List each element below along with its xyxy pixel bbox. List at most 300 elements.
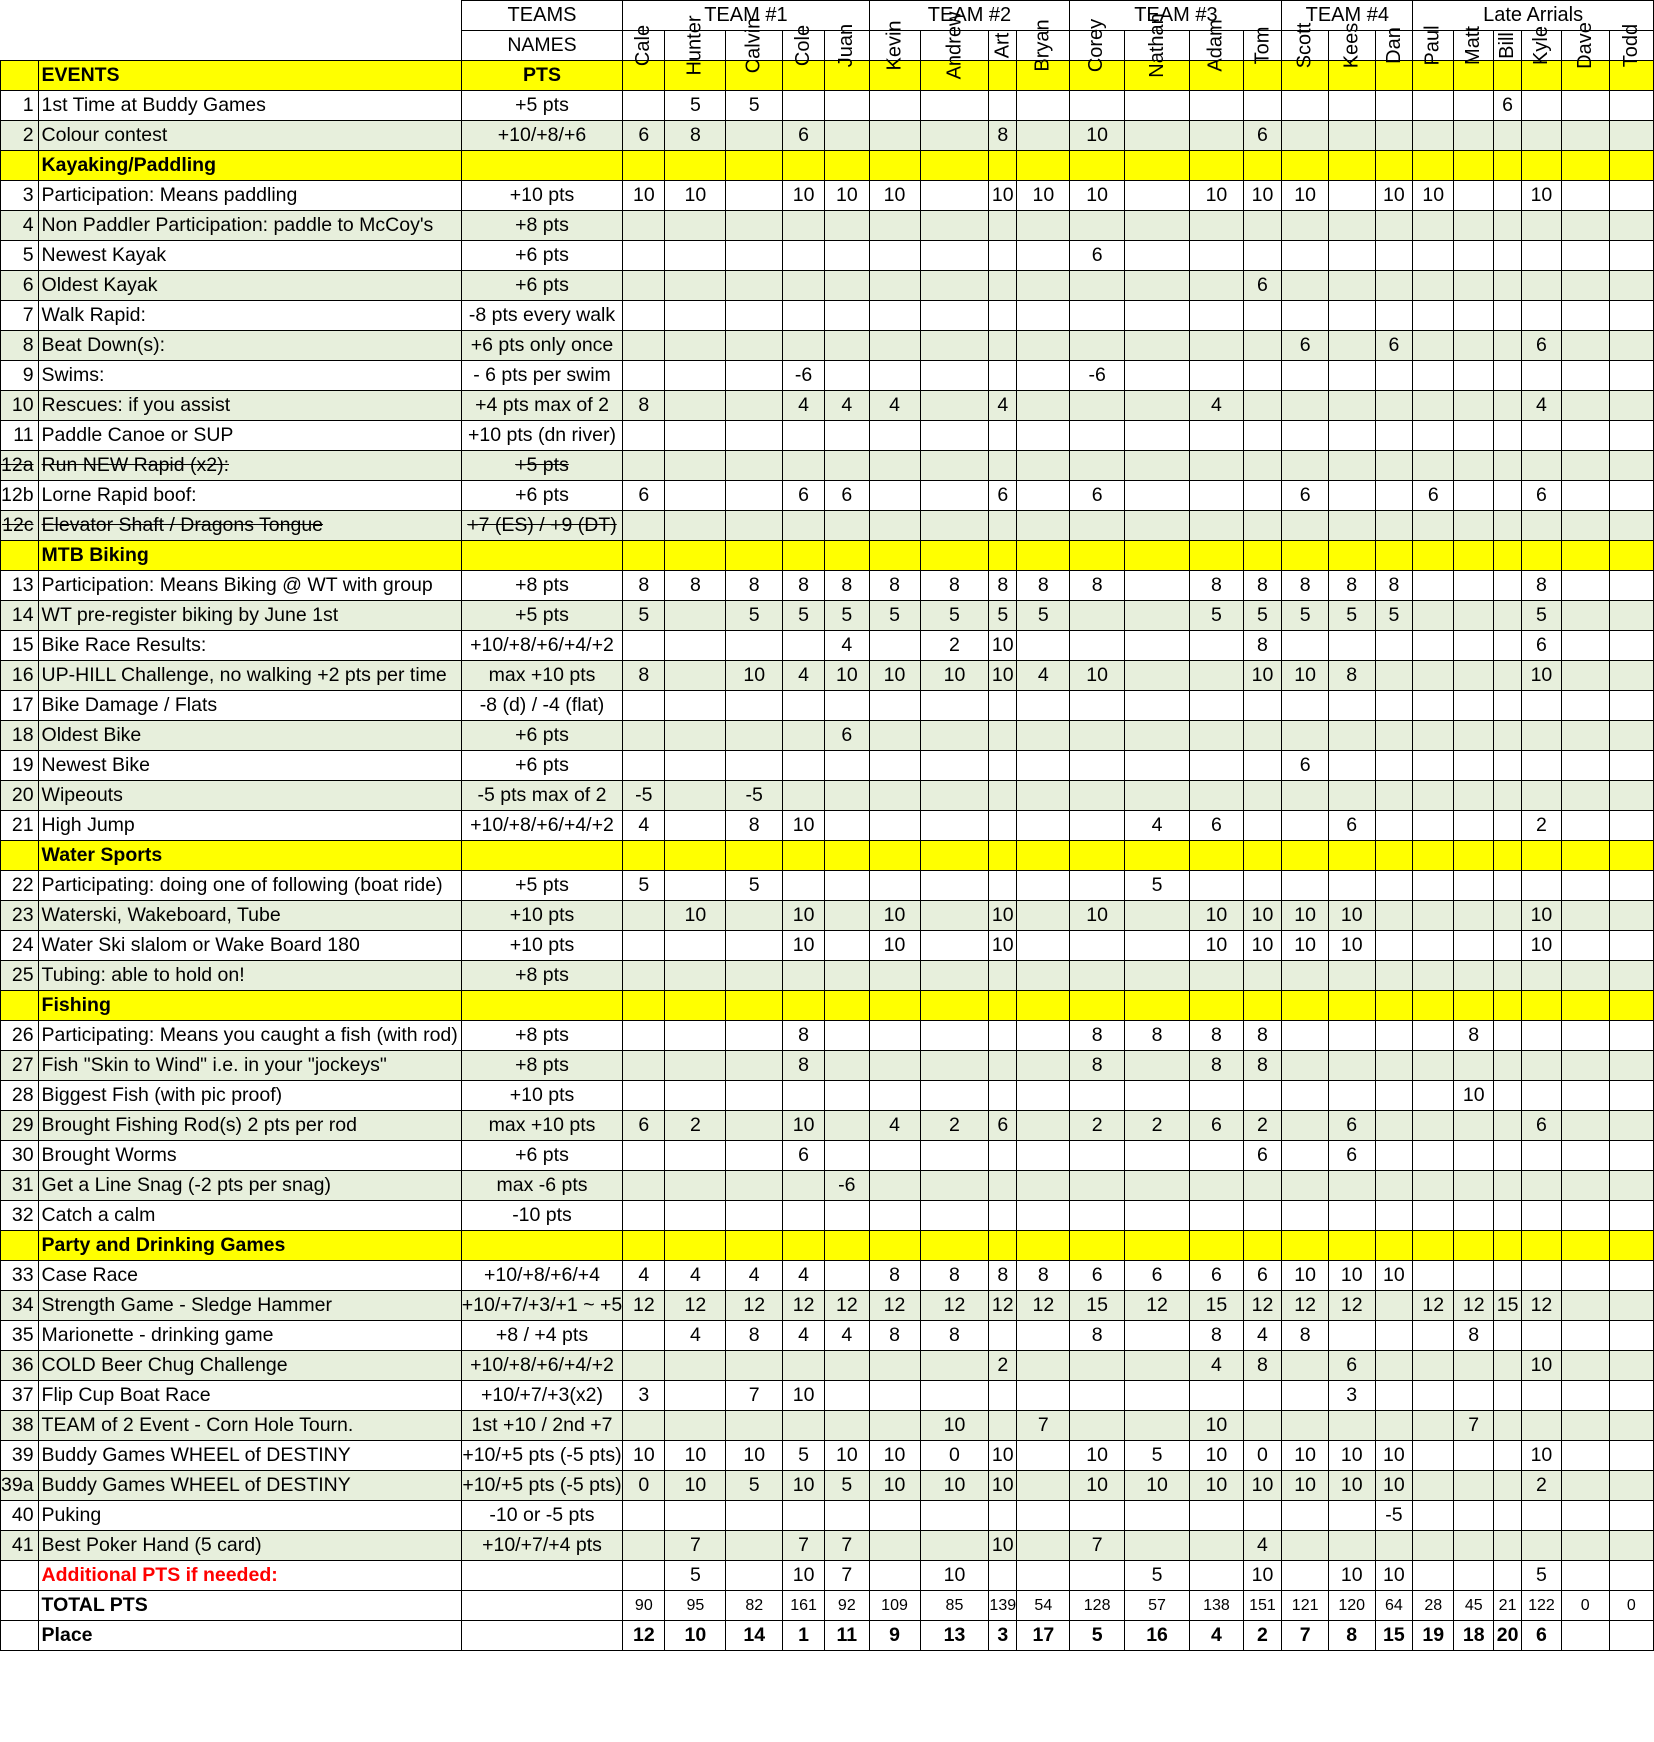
- score-cell[interactable]: [665, 1381, 726, 1411]
- score-cell[interactable]: [665, 271, 726, 301]
- score-cell[interactable]: [1282, 271, 1329, 301]
- score-cell[interactable]: 5: [783, 601, 825, 631]
- score-cell[interactable]: 10: [989, 1441, 1017, 1471]
- score-cell[interactable]: 8: [623, 391, 665, 421]
- score-cell[interactable]: [989, 1231, 1017, 1261]
- score-cell[interactable]: [1413, 1471, 1454, 1501]
- score-cell[interactable]: 8: [869, 1261, 920, 1291]
- score-cell[interactable]: [1494, 1231, 1522, 1261]
- score-cell[interactable]: [665, 751, 726, 781]
- score-cell[interactable]: [825, 151, 869, 181]
- score-cell[interactable]: [1070, 631, 1124, 661]
- score-cell[interactable]: 4: [1521, 391, 1561, 421]
- score-cell[interactable]: [1243, 301, 1282, 331]
- score-cell[interactable]: 8: [1070, 1321, 1124, 1351]
- score-cell[interactable]: [1070, 1351, 1124, 1381]
- score-cell[interactable]: [1282, 1501, 1329, 1531]
- score-cell[interactable]: [1375, 151, 1413, 181]
- score-cell[interactable]: 138: [1190, 1591, 1243, 1621]
- score-cell[interactable]: [1609, 1291, 1653, 1321]
- score-cell[interactable]: [1413, 1111, 1454, 1141]
- score-cell[interactable]: [1561, 1231, 1609, 1261]
- score-cell[interactable]: 8: [989, 571, 1017, 601]
- score-cell[interactable]: [1190, 121, 1243, 151]
- score-cell[interactable]: [623, 841, 665, 871]
- score-cell[interactable]: [1190, 451, 1243, 481]
- score-cell[interactable]: 8: [989, 121, 1017, 151]
- score-cell[interactable]: [1521, 1051, 1561, 1081]
- score-cell[interactable]: [1017, 1561, 1070, 1591]
- score-cell[interactable]: [726, 1051, 783, 1081]
- score-cell[interactable]: [1070, 841, 1124, 871]
- score-cell[interactable]: [989, 1321, 1017, 1351]
- score-cell[interactable]: 6: [1521, 481, 1561, 511]
- score-cell[interactable]: [1124, 1531, 1190, 1561]
- score-cell[interactable]: [1609, 361, 1653, 391]
- score-cell[interactable]: [1561, 181, 1609, 211]
- score-cell[interactable]: [1124, 1141, 1190, 1171]
- score-cell[interactable]: [1017, 421, 1070, 451]
- score-cell[interactable]: 10: [1282, 901, 1329, 931]
- score-cell[interactable]: [1017, 1021, 1070, 1051]
- score-cell[interactable]: [920, 1081, 989, 1111]
- score-cell[interactable]: [1017, 691, 1070, 721]
- score-cell[interactable]: 3: [623, 1381, 665, 1411]
- score-cell[interactable]: [1561, 481, 1609, 511]
- score-cell[interactable]: [1328, 1021, 1375, 1051]
- score-cell[interactable]: [1375, 901, 1413, 931]
- score-cell[interactable]: [869, 1021, 920, 1051]
- score-cell[interactable]: [1243, 691, 1282, 721]
- score-cell[interactable]: [783, 301, 825, 331]
- score-cell[interactable]: [783, 631, 825, 661]
- score-cell[interactable]: [920, 121, 989, 151]
- score-cell[interactable]: [1190, 421, 1243, 451]
- score-cell[interactable]: [1454, 1051, 1494, 1081]
- score-cell[interactable]: [1609, 1081, 1653, 1111]
- score-cell[interactable]: [1413, 1381, 1454, 1411]
- score-cell[interactable]: [1070, 931, 1124, 961]
- score-cell[interactable]: 6: [1070, 1261, 1124, 1291]
- score-cell[interactable]: [1494, 1381, 1522, 1411]
- score-cell[interactable]: [1609, 1141, 1653, 1171]
- score-cell[interactable]: [1017, 721, 1070, 751]
- score-cell[interactable]: [726, 181, 783, 211]
- score-cell[interactable]: [1017, 1321, 1070, 1351]
- score-cell[interactable]: [1609, 211, 1653, 241]
- score-cell[interactable]: [1282, 1171, 1329, 1201]
- score-cell[interactable]: 6: [1328, 1111, 1375, 1141]
- score-cell[interactable]: 10: [783, 1381, 825, 1411]
- score-cell[interactable]: 8: [665, 121, 726, 151]
- score-cell[interactable]: [1190, 481, 1243, 511]
- score-cell[interactable]: [665, 391, 726, 421]
- score-cell[interactable]: [1454, 1171, 1494, 1201]
- score-cell[interactable]: [825, 1501, 869, 1531]
- score-cell[interactable]: [1124, 361, 1190, 391]
- score-cell[interactable]: 2: [1070, 1111, 1124, 1141]
- score-cell[interactable]: [1375, 841, 1413, 871]
- score-cell[interactable]: [825, 1201, 869, 1231]
- score-cell[interactable]: [1413, 151, 1454, 181]
- score-cell[interactable]: [869, 1171, 920, 1201]
- score-cell[interactable]: [1190, 961, 1243, 991]
- score-cell[interactable]: 10: [783, 1111, 825, 1141]
- score-cell[interactable]: [825, 901, 869, 931]
- score-cell[interactable]: [1413, 331, 1454, 361]
- score-cell[interactable]: [869, 91, 920, 121]
- score-cell[interactable]: [1070, 151, 1124, 181]
- score-cell[interactable]: [1609, 631, 1653, 661]
- score-cell[interactable]: [1494, 871, 1522, 901]
- score-cell[interactable]: [1124, 1351, 1190, 1381]
- score-cell[interactable]: [1375, 1411, 1413, 1441]
- score-cell[interactable]: [920, 541, 989, 571]
- score-cell[interactable]: [1124, 901, 1190, 931]
- score-cell[interactable]: [1609, 1171, 1653, 1201]
- score-cell[interactable]: [920, 691, 989, 721]
- score-cell[interactable]: 8: [1070, 1051, 1124, 1081]
- score-cell[interactable]: 12: [1413, 1291, 1454, 1321]
- score-cell[interactable]: 4: [869, 1111, 920, 1141]
- score-cell[interactable]: [1454, 991, 1494, 1021]
- score-cell[interactable]: [1375, 271, 1413, 301]
- score-cell[interactable]: [869, 331, 920, 361]
- score-cell[interactable]: [989, 1141, 1017, 1171]
- score-cell[interactable]: 15: [1190, 1291, 1243, 1321]
- score-cell[interactable]: [1070, 1141, 1124, 1171]
- score-cell[interactable]: [1494, 781, 1522, 811]
- score-cell[interactable]: 10: [1521, 1441, 1561, 1471]
- score-cell[interactable]: 4: [623, 811, 665, 841]
- score-cell[interactable]: 10: [1375, 181, 1413, 211]
- score-cell[interactable]: [1124, 601, 1190, 631]
- score-cell[interactable]: 0: [1243, 1441, 1282, 1471]
- score-cell[interactable]: [1375, 1051, 1413, 1081]
- score-cell[interactable]: 4: [623, 1261, 665, 1291]
- score-cell[interactable]: [1017, 841, 1070, 871]
- score-cell[interactable]: [1413, 931, 1454, 961]
- score-cell[interactable]: [726, 361, 783, 391]
- score-cell[interactable]: 8: [1243, 1051, 1282, 1081]
- score-cell[interactable]: [726, 451, 783, 481]
- score-cell[interactable]: [1328, 151, 1375, 181]
- score-cell[interactable]: 12: [726, 1291, 783, 1321]
- score-cell[interactable]: [1494, 1171, 1522, 1201]
- score-cell[interactable]: 8: [726, 811, 783, 841]
- score-cell[interactable]: [1124, 1231, 1190, 1261]
- score-cell[interactable]: [665, 241, 726, 271]
- score-cell[interactable]: [1413, 1531, 1454, 1561]
- score-cell[interactable]: [1494, 331, 1522, 361]
- score-cell[interactable]: 8: [1243, 631, 1282, 661]
- score-cell[interactable]: [623, 961, 665, 991]
- score-cell[interactable]: [1375, 631, 1413, 661]
- score-cell[interactable]: [869, 541, 920, 571]
- score-cell[interactable]: 2: [989, 1351, 1017, 1381]
- score-cell[interactable]: [825, 1411, 869, 1441]
- score-cell[interactable]: [1609, 1051, 1653, 1081]
- score-cell[interactable]: [1243, 481, 1282, 511]
- score-cell[interactable]: 10: [1282, 661, 1329, 691]
- score-cell[interactable]: [1124, 511, 1190, 541]
- score-cell[interactable]: [920, 1501, 989, 1531]
- score-cell[interactable]: [1494, 1201, 1522, 1231]
- score-cell[interactable]: 21: [1494, 1591, 1522, 1621]
- score-cell[interactable]: [1494, 841, 1522, 871]
- score-cell[interactable]: [1375, 1381, 1413, 1411]
- score-cell[interactable]: [726, 511, 783, 541]
- score-cell[interactable]: [920, 811, 989, 841]
- score-cell[interactable]: [783, 1411, 825, 1441]
- score-cell[interactable]: [1282, 1201, 1329, 1231]
- score-cell[interactable]: [869, 511, 920, 541]
- score-cell[interactable]: 82: [726, 1591, 783, 1621]
- score-cell[interactable]: [920, 511, 989, 541]
- score-cell[interactable]: [1328, 481, 1375, 511]
- score-cell[interactable]: [989, 1171, 1017, 1201]
- score-cell[interactable]: [1070, 751, 1124, 781]
- score-cell[interactable]: [1017, 1231, 1070, 1261]
- score-cell[interactable]: [726, 1111, 783, 1141]
- score-cell[interactable]: 10: [1521, 181, 1561, 211]
- score-cell[interactable]: 8: [1124, 1021, 1190, 1051]
- score-cell[interactable]: [623, 1141, 665, 1171]
- score-cell[interactable]: [1124, 331, 1190, 361]
- score-cell[interactable]: 10: [665, 1441, 726, 1471]
- score-cell[interactable]: 8: [1375, 571, 1413, 601]
- score-cell[interactable]: [825, 811, 869, 841]
- score-cell[interactable]: [623, 241, 665, 271]
- score-cell[interactable]: [1328, 121, 1375, 151]
- score-cell[interactable]: [1017, 511, 1070, 541]
- score-cell[interactable]: 4: [825, 631, 869, 661]
- score-cell[interactable]: [869, 1231, 920, 1261]
- score-cell[interactable]: [989, 271, 1017, 301]
- score-cell[interactable]: 5: [1070, 1621, 1124, 1651]
- score-cell[interactable]: [1375, 481, 1413, 511]
- score-cell[interactable]: [1282, 301, 1329, 331]
- score-cell[interactable]: [1413, 751, 1454, 781]
- score-cell[interactable]: [1561, 871, 1609, 901]
- score-cell[interactable]: [869, 211, 920, 241]
- score-cell[interactable]: [1328, 1501, 1375, 1531]
- score-cell[interactable]: 6: [1243, 121, 1282, 151]
- score-cell[interactable]: 5: [623, 871, 665, 901]
- score-cell[interactable]: -5: [1375, 1501, 1413, 1531]
- score-cell[interactable]: [1282, 721, 1329, 751]
- score-cell[interactable]: [1243, 1411, 1282, 1441]
- score-cell[interactable]: 2: [1521, 811, 1561, 841]
- score-cell[interactable]: 12: [783, 1291, 825, 1321]
- score-cell[interactable]: [1561, 241, 1609, 271]
- score-cell[interactable]: [1454, 391, 1494, 421]
- score-cell[interactable]: [665, 931, 726, 961]
- score-cell[interactable]: [665, 811, 726, 841]
- score-cell[interactable]: [1243, 331, 1282, 361]
- score-cell[interactable]: [1124, 751, 1190, 781]
- score-cell[interactable]: [665, 1081, 726, 1111]
- score-cell[interactable]: 10: [1243, 901, 1282, 931]
- score-cell[interactable]: [1609, 121, 1653, 151]
- score-cell[interactable]: [1328, 91, 1375, 121]
- score-cell[interactable]: 10: [869, 931, 920, 961]
- score-cell[interactable]: [665, 691, 726, 721]
- score-cell[interactable]: 7: [726, 1381, 783, 1411]
- score-cell[interactable]: [1494, 1261, 1522, 1291]
- score-cell[interactable]: [1521, 361, 1561, 391]
- score-cell[interactable]: [869, 271, 920, 301]
- score-cell[interactable]: [1454, 1441, 1494, 1471]
- score-cell[interactable]: 8: [920, 571, 989, 601]
- score-cell[interactable]: [1328, 961, 1375, 991]
- score-cell[interactable]: [1609, 931, 1653, 961]
- score-cell[interactable]: [869, 151, 920, 181]
- score-cell[interactable]: [1282, 1111, 1329, 1141]
- score-cell[interactable]: [1609, 841, 1653, 871]
- score-cell[interactable]: [1243, 841, 1282, 871]
- score-cell[interactable]: [726, 421, 783, 451]
- score-cell[interactable]: [1609, 1501, 1653, 1531]
- score-cell[interactable]: [665, 1021, 726, 1051]
- score-cell[interactable]: 4: [726, 1261, 783, 1291]
- score-cell[interactable]: [920, 1021, 989, 1051]
- score-cell[interactable]: [665, 841, 726, 871]
- score-cell[interactable]: [1454, 871, 1494, 901]
- score-cell[interactable]: [726, 391, 783, 421]
- score-cell[interactable]: 6: [1070, 481, 1124, 511]
- score-cell[interactable]: 5: [1282, 601, 1329, 631]
- score-cell[interactable]: [1494, 151, 1522, 181]
- score-cell[interactable]: [825, 421, 869, 451]
- score-cell[interactable]: 8: [1328, 1621, 1375, 1651]
- score-cell[interactable]: [1609, 1021, 1653, 1051]
- score-cell[interactable]: [1375, 961, 1413, 991]
- score-cell[interactable]: [1070, 601, 1124, 631]
- score-cell[interactable]: [726, 1141, 783, 1171]
- score-cell[interactable]: 6: [1328, 1141, 1375, 1171]
- score-cell[interactable]: [1328, 241, 1375, 271]
- score-cell[interactable]: [1243, 781, 1282, 811]
- score-cell[interactable]: [1124, 1321, 1190, 1351]
- score-cell[interactable]: [1070, 331, 1124, 361]
- score-cell[interactable]: [726, 1411, 783, 1441]
- score-cell[interactable]: [1017, 1471, 1070, 1501]
- score-cell[interactable]: 8: [920, 1261, 989, 1291]
- score-cell[interactable]: [1282, 841, 1329, 871]
- score-cell[interactable]: [623, 1051, 665, 1081]
- score-cell[interactable]: [1521, 301, 1561, 331]
- score-cell[interactable]: [1017, 1201, 1070, 1231]
- score-cell[interactable]: 6: [783, 481, 825, 511]
- score-cell[interactable]: [1561, 1501, 1609, 1531]
- score-cell[interactable]: [1561, 571, 1609, 601]
- score-cell[interactable]: [623, 1531, 665, 1561]
- score-cell[interactable]: [623, 91, 665, 121]
- score-cell[interactable]: 4: [1190, 1351, 1243, 1381]
- score-cell[interactable]: [783, 331, 825, 361]
- score-cell[interactable]: 6: [1521, 631, 1561, 661]
- score-cell[interactable]: 10: [1070, 661, 1124, 691]
- score-cell[interactable]: [783, 1201, 825, 1231]
- score-cell[interactable]: [1070, 541, 1124, 571]
- score-cell[interactable]: [1243, 361, 1282, 391]
- score-cell[interactable]: [1609, 1621, 1653, 1651]
- score-cell[interactable]: 95: [665, 1591, 726, 1621]
- score-cell[interactable]: 10: [1070, 1441, 1124, 1471]
- score-cell[interactable]: 10: [1454, 1081, 1494, 1111]
- score-cell[interactable]: 10: [989, 931, 1017, 961]
- score-cell[interactable]: [1328, 211, 1375, 241]
- score-cell[interactable]: [1561, 991, 1609, 1021]
- score-cell[interactable]: 7: [1070, 1531, 1124, 1561]
- score-cell[interactable]: 5: [1017, 601, 1070, 631]
- score-cell[interactable]: [1521, 841, 1561, 871]
- score-cell[interactable]: [1561, 361, 1609, 391]
- score-cell[interactable]: 12: [665, 1291, 726, 1321]
- score-cell[interactable]: 6: [1375, 331, 1413, 361]
- score-cell[interactable]: [1561, 1381, 1609, 1411]
- score-cell[interactable]: 5: [825, 601, 869, 631]
- score-cell[interactable]: [1190, 91, 1243, 121]
- score-cell[interactable]: 4: [869, 391, 920, 421]
- score-cell[interactable]: 8: [1243, 1021, 1282, 1051]
- score-cell[interactable]: [1561, 511, 1609, 541]
- score-cell[interactable]: [726, 1501, 783, 1531]
- score-cell[interactable]: [783, 721, 825, 751]
- score-cell[interactable]: [825, 691, 869, 721]
- score-cell[interactable]: 90: [623, 1591, 665, 1621]
- score-cell[interactable]: [1609, 451, 1653, 481]
- score-cell[interactable]: [1282, 1021, 1329, 1051]
- score-cell[interactable]: [623, 691, 665, 721]
- score-cell[interactable]: [1243, 511, 1282, 541]
- score-cell[interactable]: [920, 361, 989, 391]
- score-cell[interactable]: [1521, 1201, 1561, 1231]
- score-cell[interactable]: [623, 421, 665, 451]
- score-cell[interactable]: [1070, 811, 1124, 841]
- score-cell[interactable]: [1561, 1111, 1609, 1141]
- score-cell[interactable]: 10: [665, 901, 726, 931]
- score-cell[interactable]: [1282, 1381, 1329, 1411]
- score-cell[interactable]: [1243, 1201, 1282, 1231]
- score-cell[interactable]: 6: [1413, 481, 1454, 511]
- score-cell[interactable]: 7: [825, 1561, 869, 1591]
- score-cell[interactable]: 10: [1070, 901, 1124, 931]
- score-cell[interactable]: 10: [1243, 181, 1282, 211]
- score-cell[interactable]: 10: [825, 181, 869, 211]
- score-cell[interactable]: [1328, 361, 1375, 391]
- score-cell[interactable]: [869, 751, 920, 781]
- score-cell[interactable]: [726, 241, 783, 271]
- score-cell[interactable]: 10: [869, 181, 920, 211]
- score-cell[interactable]: [1070, 871, 1124, 901]
- score-cell[interactable]: [1609, 991, 1653, 1021]
- score-cell[interactable]: [989, 151, 1017, 181]
- score-cell[interactable]: [1413, 421, 1454, 451]
- score-cell[interactable]: [665, 991, 726, 1021]
- score-cell[interactable]: [1413, 451, 1454, 481]
- score-cell[interactable]: [665, 1171, 726, 1201]
- score-cell[interactable]: [783, 421, 825, 451]
- score-cell[interactable]: [1017, 391, 1070, 421]
- score-cell[interactable]: 10: [783, 901, 825, 931]
- score-cell[interactable]: 10: [1017, 181, 1070, 211]
- score-cell[interactable]: [920, 451, 989, 481]
- score-cell[interactable]: 12: [869, 1291, 920, 1321]
- score-cell[interactable]: [1521, 61, 1561, 91]
- score-cell[interactable]: 6: [1243, 271, 1282, 301]
